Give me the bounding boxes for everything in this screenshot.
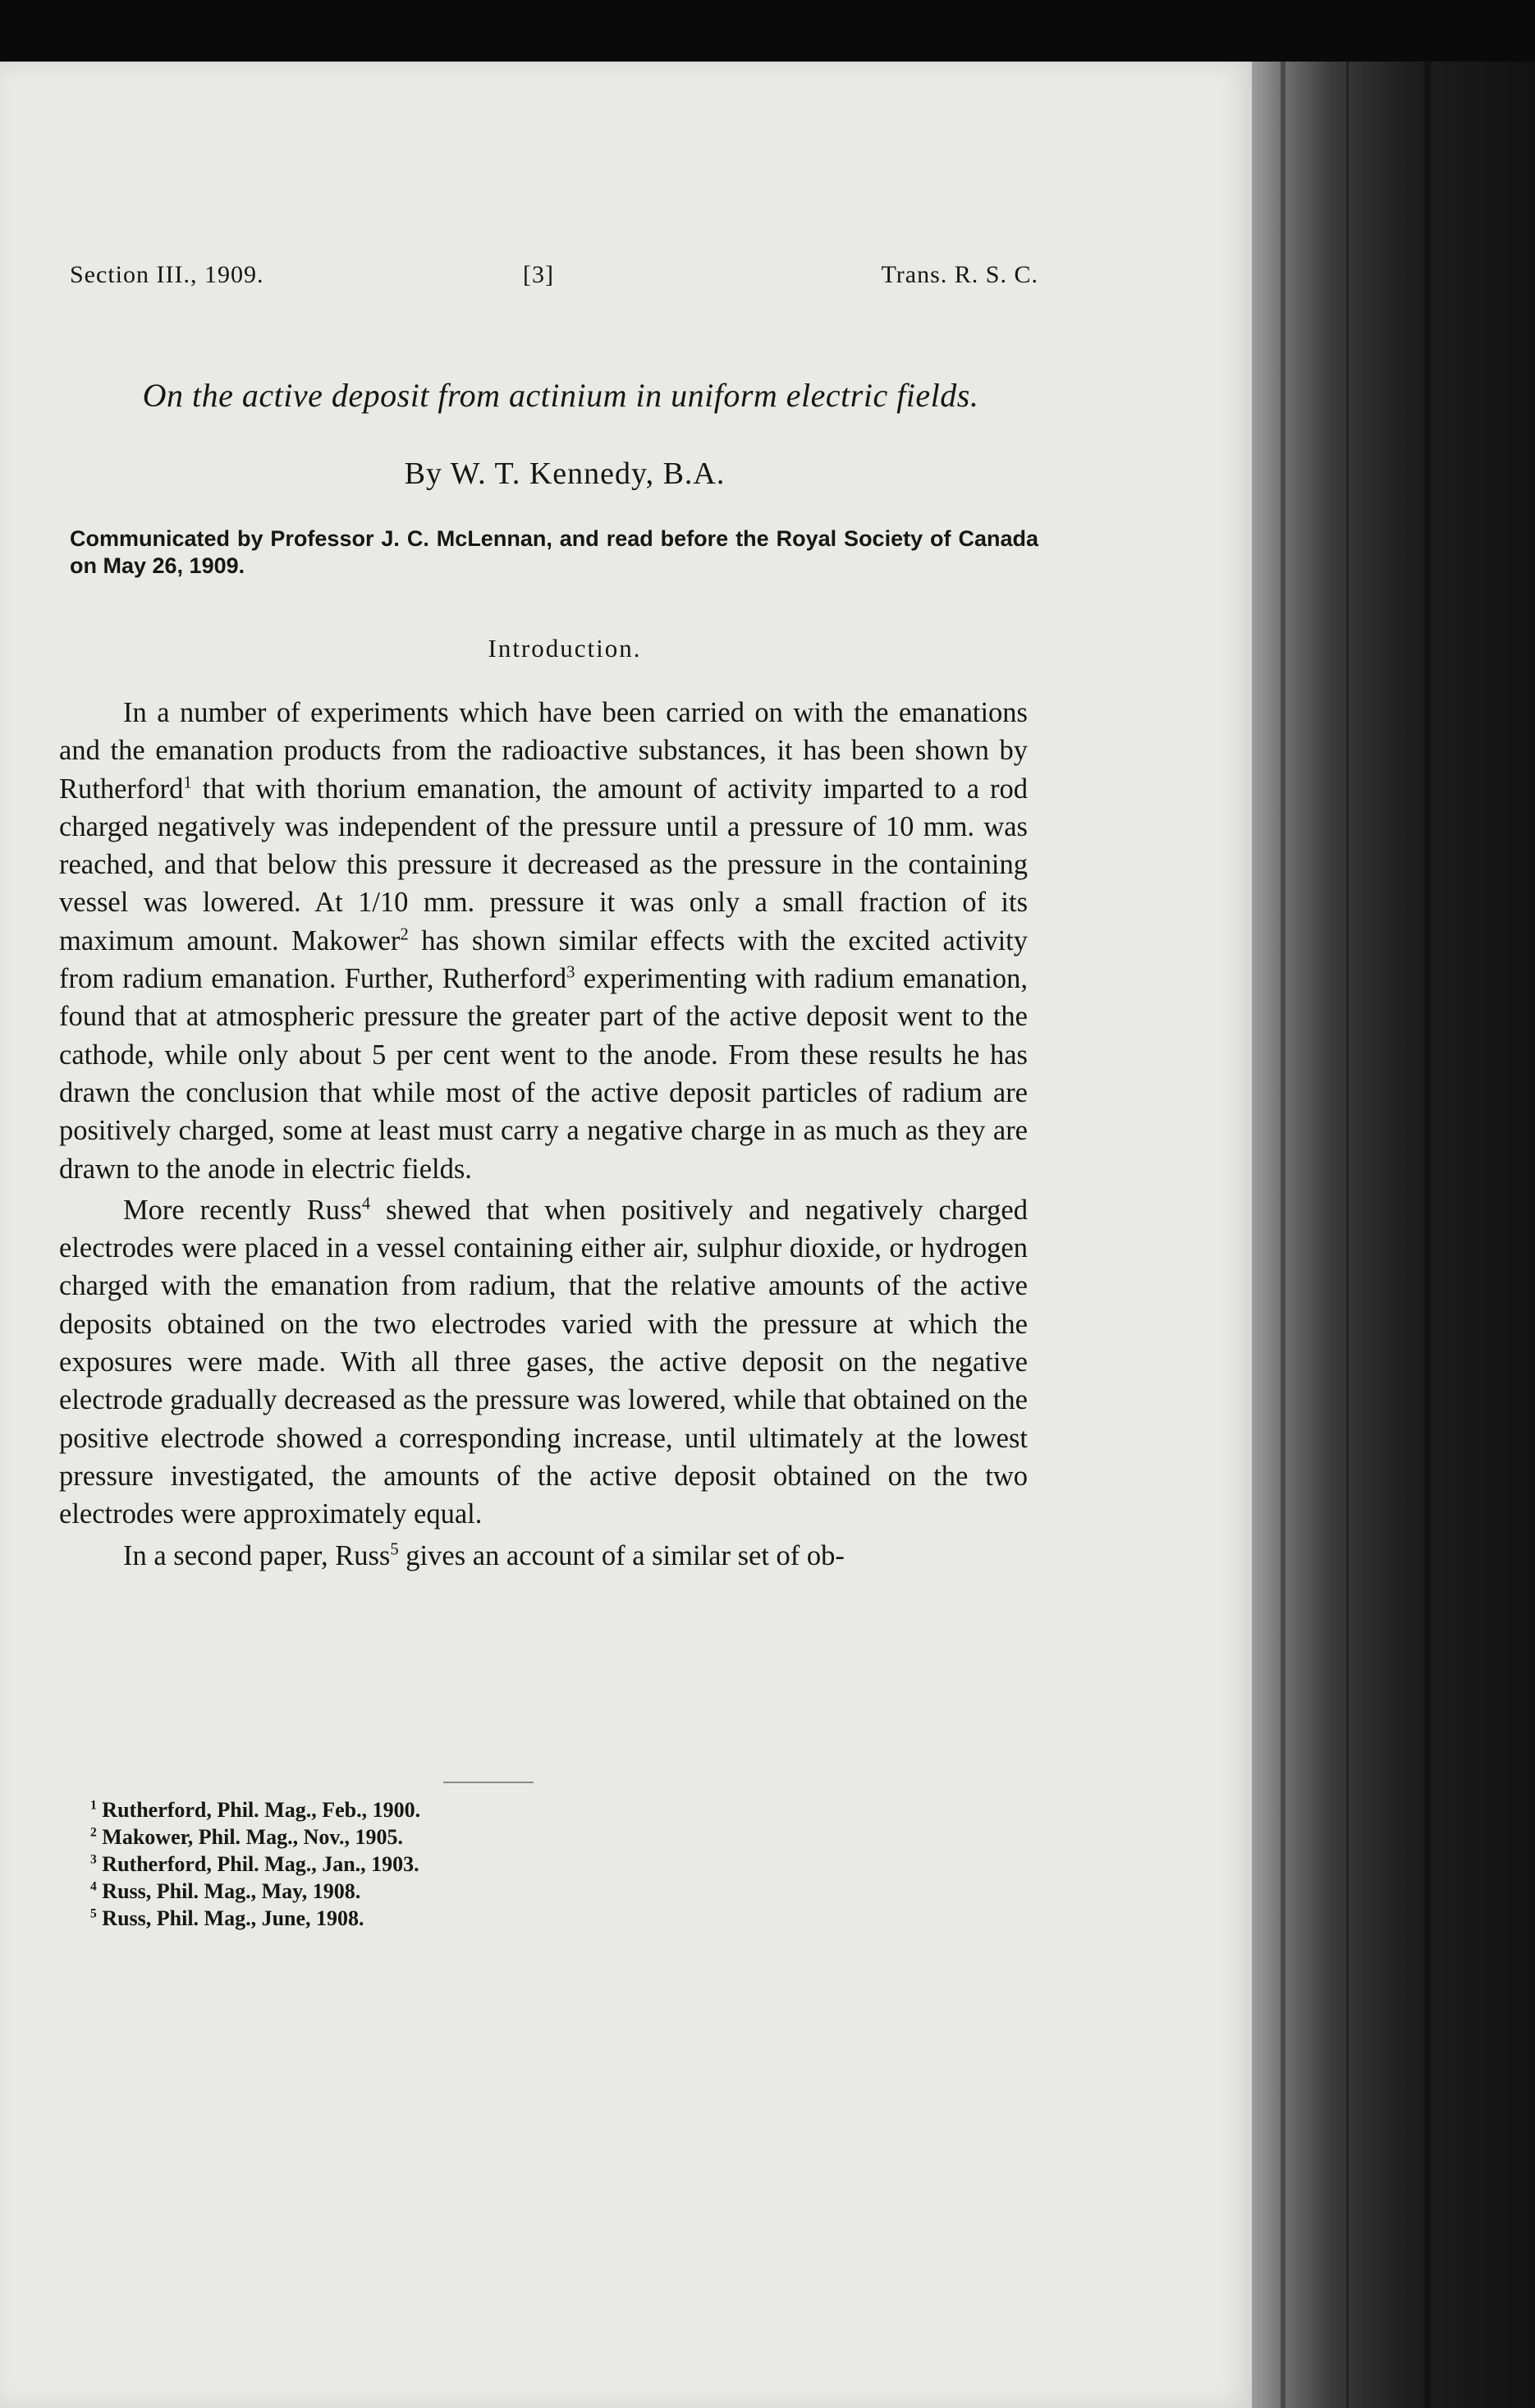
running-head-section: Section III., 1909. bbox=[70, 261, 264, 288]
footnote-item: $^4$ Russ, Phil. Mag., May, 1908. bbox=[90, 1879, 361, 1903]
footnote-ref: 1 bbox=[183, 773, 192, 792]
scan-top-border bbox=[0, 0, 1535, 62]
scan-streak bbox=[1424, 62, 1431, 2408]
footnote-divider bbox=[443, 1782, 534, 1783]
footnote-ref: 5 bbox=[390, 1540, 399, 1559]
paragraph: In a number of experiments which have been carried on with the emanations and the emanation products from the radioactive substances, it has been shown by Rutherford$^1$ that with thorium emanation, the amount of activity imparted to a rod charged negatively was independent of the pressure until a pressure of 10 mm. was reached, and that below this pressure it decreased as the pressure in the containing vessel was lowered. At 1/10 mm. pressure it was only a small fraction of its maximum amount. Makower$^2$ has shown similar effects with the excited activity from radium emanation. Further, Rutherford$^3$ experimenting with radium emanation, found that at atmospheric pressure the greater part of the active deposit went to the cathode, while only about 5 per cent went to the anode. From these results he has drawn the conclusion that while most of the active deposit particles of radium are positively charged, some at least must carry a negative charge in as much as they are drawn to the anode in electric fields. bbox=[59, 697, 1029, 1185]
paragraph: More recently Russ$^4$ shewed that when positively and negatively charged electrodes were placed in a vessel containing either air, sulphur dioxide, or hydrogen charged with the emanation from radium, that the relative amounts of the active deposits obtained on the two electrodes varied with the pressure at which the exposures were made. With all three gases, the active deposit on the negative electrode gradually decreased as the pressure was lowered, while that obtained on the positive electrode showed a corresponding increase, until ultimately at the lowest pressure investigated, the amounts of the active deposit obtained on the two electrodes were approximately equal. bbox=[59, 1194, 1028, 1530]
footnote-ref: 2 bbox=[400, 925, 409, 944]
running-head bbox=[70, 261, 1038, 302]
footnote-item: $^1$ Rutherford, Phil. Mag., Feb., 1900. bbox=[90, 1798, 421, 1822]
author-byline: By W. T. Kennedy, B.A. bbox=[404, 456, 726, 491]
scan-streak bbox=[1281, 62, 1285, 2408]
footnote-item: $^5$ Russ, Phil. Mag., June, 1908. bbox=[90, 1906, 364, 1930]
article-title: On the active deposit from actinium in uniform electric fields. bbox=[142, 377, 979, 414]
footnote-item: $^3$ Rutherford, Phil. Mag., Jan., 1903. bbox=[90, 1852, 419, 1876]
paragraph: In a second paper, Russ$^5$ gives an account of a similar set of ob- bbox=[123, 1539, 845, 1571]
running-head-journal: Trans. R. S. C. bbox=[881, 261, 1038, 288]
footnote-item: $^2$ Makower, Phil. Mag., Nov., 1905. bbox=[90, 1825, 403, 1849]
scan-binding-edge bbox=[1252, 62, 1535, 2408]
footnote-ref: 4 bbox=[361, 1195, 371, 1213]
footnote-ref: 3 bbox=[566, 963, 575, 982]
footnotes bbox=[90, 1796, 665, 1932]
page-number: [3] bbox=[523, 261, 554, 288]
communicated-note: Communicated by Professor J. C. McLennan, and read before the Royal Society of Canada on May 26, 1909. bbox=[70, 526, 1038, 578]
section-heading: Introduction. bbox=[488, 634, 642, 663]
scan-streak bbox=[1346, 62, 1349, 2408]
body-text bbox=[59, 694, 1028, 1575]
